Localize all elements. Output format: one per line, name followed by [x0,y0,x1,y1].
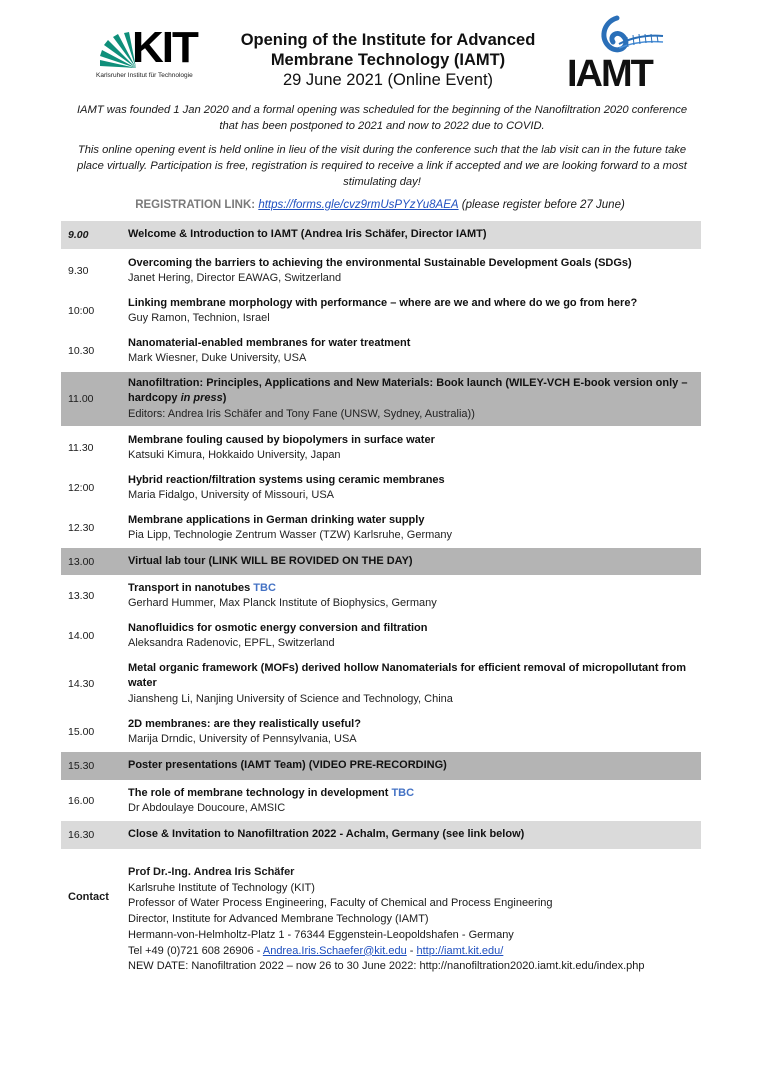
session-speaker: Pia Lipp, Technologie Zentrum Wasser (TZW) Karlsruhe, Germany [128,529,453,541]
schedule-row [61,252,701,290]
schedule-row [61,429,701,467]
contact-block [128,865,645,975]
session-speaker: Maria Fidalgo, University of Missouri, USA [128,489,335,501]
schedule-time: 10:00 [68,305,95,317]
schedule-row-book-launch [61,372,701,426]
schedule-time: 13.30 [68,590,95,602]
session-title: Close & Invitation to Nanofiltration 2022 - Achalm, Germany (see link below) [128,828,525,841]
session-title: Nanofluidics for osmotic energy conversion and filtration [128,621,428,634]
schedule-row [61,617,701,655]
session-speaker: Jiansheng Li, Nanjing University of Science and Technology, China [128,692,453,705]
session-title: Nanomaterial-enabled membranes for water treatment [128,336,411,349]
schedule-row [61,657,701,711]
schedule-time: 15.30 [68,760,95,772]
session-speaker: Mark Wiesner, Duke University, USA [128,352,307,364]
session-title: 2D membranes: are they realistically useful? [128,717,361,730]
session-title: Transport in nanotubes [128,581,251,594]
schedule-row [61,332,701,370]
iamt-membrane-icon [565,14,665,58]
registration-link[interactable]: https://forms.gle/cvz9rmUsPYzYu8AEA [258,199,459,211]
contact-line: Hermann-von-Helmholtz-Platz 1 - 76344 Eggenstein-Leopoldshafen - Germany [128,928,514,941]
schedule-time: 9.30 [68,265,89,277]
contact-line: Director, Institute for Advanced Membrane Technology (IAMT) [128,913,429,926]
contact-email-link[interactable]: Andrea.Iris.Schaefer@kit.edu [262,944,407,957]
schedule-row [61,782,701,820]
schedule-time: 12:00 [68,482,95,494]
contact-line: Karlsruhe Institute of Technology (KIT) [128,881,315,894]
registration-label: REGISTRATION LINK: [135,199,256,211]
session-speaker: Janet Hering, Director EAWAG, Switzerland [128,272,342,284]
iamt-logo [565,14,665,96]
schedule-time: 13.00 [68,555,95,568]
contact-tel-line [128,944,645,960]
contact-tel: Tel +49 (0)721 608 26906 - [128,944,263,957]
contact-line: Professor of Water Process Engineering, Faculty of Chemical and Process Engineering [128,897,553,910]
registration-note: (please register before 27 June) [461,199,625,211]
schedule-time: 12.30 [68,522,95,534]
kit-logo [96,23,208,82]
tbc-tag: TBC [391,786,415,799]
kit-logo-subtitle: Karlsruher Institut für Technologie [96,72,193,79]
schedule-row-posters [61,752,701,780]
session-speaker: Aleksandra Radenovic, EPFL, Switzerland [128,637,335,649]
schedule-time: 14.00 [68,630,95,642]
new-date-line: NEW DATE: Nanofiltration 2022 – now 26 to 30 June 2022: http://nanofiltration2020.iamt.kit.edu/index.php [128,960,645,973]
schedule-time: 10.30 [68,345,95,357]
schedule-row-lab-tour [61,548,701,575]
kit-logo-text: KIT [132,23,197,72]
session-title: Virtual lab tour (LINK WILL BE ROVIDED ON THE DAY) [128,554,413,567]
contact-name: Prof Dr.-Ing. Andrea Iris Schäfer [128,866,295,878]
schedule-row [61,509,701,547]
schedule-time: 11.30 [68,442,94,454]
session-title: Overcoming the barriers to achieving the environmental Sustainable Development Goals (SDGs) [128,256,632,269]
schedule-time: 15.00 [68,726,95,738]
session-title: Membrane fouling caused by biopolymers in surface water [128,433,435,446]
session-speaker: Marija Drndic, University of Pennsylvania, USA [128,733,357,745]
schedule-row [61,292,701,330]
session-title: Poster presentations (IAMT Team) (VIDEO PRE-RECORDING) [128,759,447,772]
session-title: The role of membrane technology in development [128,786,389,799]
schedule-row [61,577,701,615]
session-speaker: Guy Ramon, Technion, Israel [128,312,270,324]
page-title [230,30,546,90]
intro-paragraph-1: IAMT was founded 1 Jan 2020 and a formal opening was scheduled for the beginning of the Nanofiltration 2020 conference that has been postponed to 2021 and now to 2022 due to COVID. [76,104,688,132]
session-title: Metal organic framework (MOFs) derived hollow Nanomaterials for efficient removal of micropollutant from water [128,661,687,690]
schedule-time: 14.30 [68,678,95,690]
title-line-2: Membrane Technology (IAMT) [270,51,506,69]
title-line-1: Opening of the Institute for Advanced [240,31,536,49]
contact-label: Contact [68,891,109,903]
session-speaker: Gerhard Hummer, Max Planck Institute of Biophysics, Germany [128,597,437,609]
session-speaker: Katsuki Kimura, Hokkaido University, Japan [128,449,341,461]
registration-line [60,199,700,211]
schedule-time: 11.00 [68,393,94,405]
session-title: Membrane applications in German drinking water supply [128,513,425,526]
session-title: Linking membrane morphology with performance – where are we and where do we go from here? [128,296,638,309]
contact-website-link[interactable]: http://iamt.kit.edu/ [416,944,504,957]
event-date: 29 June 2021 (Online Event) [282,71,494,89]
schedule-time: 9.00 [68,229,89,241]
session-speaker: Editors: Andrea Iris Schäfer and Tony Fane (UNSW, Sydney, Australia)) [128,407,475,420]
schedule-row [61,713,701,751]
schedule-time: 16.30 [68,829,95,841]
schedule-row-closing [61,821,701,849]
schedule-time: 16.00 [68,795,95,807]
schedule-row [61,221,701,249]
session-title: Welcome & Introduction to IAMT (Andrea Iris Schäfer, Director IAMT) [128,228,487,241]
tbc-tag: TBC [253,581,276,594]
separator: - [406,944,417,957]
schedule-row [61,469,701,507]
session-speaker: Dr Abdoulaye Doucoure, AMSIC [128,802,286,814]
session-title: Hybrid reaction/filtration systems using ceramic membranes [128,473,445,486]
iamt-logo-text: IAMT [567,53,652,95]
session-title: Nanofiltration: Principles, Applications and New Materials: Book launch (WILEY-VCH E-book version only – hardcopy in press) [128,376,688,405]
intro-paragraph-2: This online opening event is held online in lieu of the visit during the conference such that the lab visit can in the future take place virtually. Participation is free, registration is required to receive a link if accepted and we are looking forward to a most stimulating day! [77,144,687,188]
